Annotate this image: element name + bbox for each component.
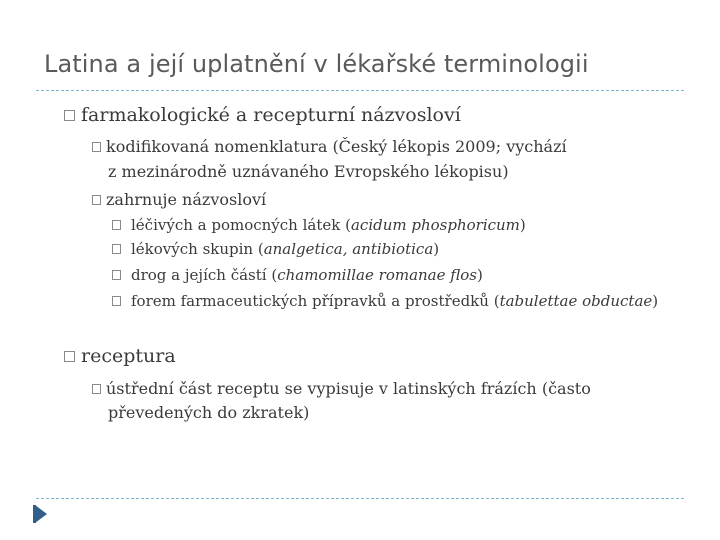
bullet-kodifikovana-cont bbox=[108, 162, 509, 181]
text-prefix: drog a jejích částí ( bbox=[131, 266, 278, 284]
text-suffix: ) bbox=[652, 292, 659, 310]
square-bullet-icon bbox=[92, 142, 101, 152]
bullet-text: z mezinárodně uznávaného Evropského lékopisu) bbox=[108, 162, 509, 181]
bullet-text: receptura bbox=[81, 345, 176, 367]
bullet-text: zahrnuje názvosloví bbox=[106, 190, 267, 209]
square-bullet-icon bbox=[64, 110, 75, 121]
title-divider bbox=[36, 90, 684, 91]
square-bullet-icon bbox=[112, 296, 121, 306]
slide-title: Latina a její uplatnění v lékařské terminologii bbox=[44, 50, 589, 78]
text-italic: analgetica, antibiotica bbox=[263, 240, 434, 258]
text-prefix: léčivých a pomocných látek ( bbox=[131, 216, 351, 234]
bullet-lecivych bbox=[112, 216, 526, 234]
bullet-receptura bbox=[64, 345, 176, 367]
text-prefix: lékových skupin ( bbox=[131, 240, 264, 258]
bullet-lekovych bbox=[112, 240, 439, 258]
footer-arrow-icon bbox=[35, 505, 47, 523]
square-bullet-icon bbox=[112, 220, 121, 230]
text-prefix: forem farmaceutických přípravků a prostředků ( bbox=[131, 292, 500, 310]
text-italic: chamomillae romanae flos bbox=[277, 266, 477, 284]
footer-divider bbox=[36, 498, 684, 499]
bullet-text: kodifikovaná nomenklatura (Český lékopis 2009; vychází bbox=[106, 137, 567, 156]
square-bullet-icon bbox=[112, 244, 121, 254]
square-bullet-icon bbox=[92, 384, 101, 394]
bullet-drog bbox=[112, 266, 483, 284]
bullet-text: farmakologické a recepturní názvosloví bbox=[81, 104, 461, 126]
square-bullet-icon bbox=[64, 351, 75, 362]
text-italic: tabulettae obductae bbox=[499, 292, 653, 310]
bullet-forem bbox=[112, 292, 658, 310]
bullet-zahrnuje bbox=[92, 190, 266, 209]
text-suffix: ) bbox=[519, 216, 526, 234]
text-suffix: ) bbox=[433, 240, 440, 258]
bullet-text: převedených do zkratek) bbox=[108, 403, 310, 422]
bullet-ustredni bbox=[92, 379, 591, 398]
text-italic: acidum phosphoricum bbox=[350, 216, 520, 234]
text-suffix: ) bbox=[477, 266, 483, 284]
bullet-farmakologicke bbox=[64, 104, 461, 126]
square-bullet-icon bbox=[92, 195, 101, 205]
bullet-text: ústřední část receptu se vypisuje v latinských frázích (často bbox=[106, 379, 591, 398]
square-bullet-icon bbox=[112, 270, 121, 280]
bullet-ustredni-cont bbox=[108, 403, 309, 422]
bullet-kodifikovana bbox=[92, 137, 567, 156]
